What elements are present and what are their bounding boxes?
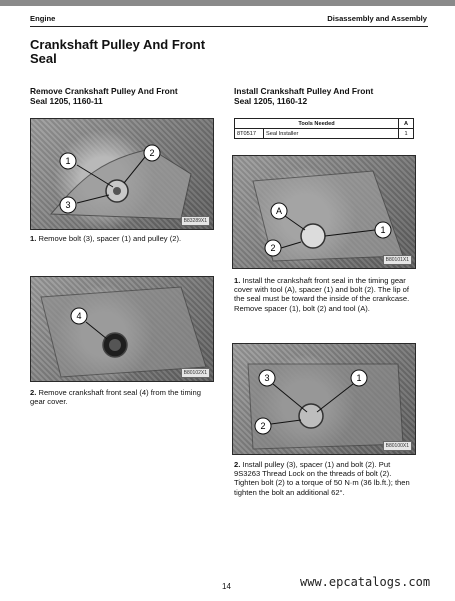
tools-header: Tools Needed <box>235 119 399 129</box>
install-heading-line2: Seal 1205, 1160-12 <box>234 96 308 106</box>
step-number: 1. <box>234 276 241 285</box>
tools-needed-table <box>234 118 414 139</box>
caption-install-step2 <box>234 460 416 497</box>
header-rule <box>30 26 428 27</box>
step-number: 2. <box>30 388 37 397</box>
header-section: Engine <box>30 14 56 23</box>
figure-code: B80101X1 <box>383 255 412 265</box>
tools-col-a: A <box>399 119 414 129</box>
remove-heading-line1: Remove Crankshaft Pulley And Front <box>30 86 178 96</box>
page-title-line2: Seal <box>30 51 57 66</box>
figure-install-seal <box>232 155 416 269</box>
callout-4: 4 <box>76 311 82 321</box>
tool-qty: 1 <box>399 129 414 139</box>
figure-remove-seal <box>30 276 214 382</box>
caption-remove-step2 <box>30 388 215 406</box>
watermark-url: www.epcatalogs.com <box>300 575 431 589</box>
callout-1: 1 <box>356 373 362 383</box>
install-section-heading <box>234 86 434 106</box>
figure-1-callouts <box>31 119 213 229</box>
table-row <box>235 129 414 139</box>
page-number: 14 <box>222 582 231 591</box>
callout-2: 2 <box>270 243 276 253</box>
callout-A: A <box>275 206 283 216</box>
step-text: Remove bolt (3), spacer (1) and pulley (2). <box>36 234 182 243</box>
remove-section-heading <box>30 86 230 106</box>
step-text: Install the crankshaft front seal in the timing gear cover with tool (A), spacer (1) and bolt (2). The lip of the seal must be toward the inside of the crankcase. Remove spacer (1), bolt (2) and tool (A). <box>234 276 410 313</box>
header-chapter: Disassembly and Assembly <box>327 14 427 23</box>
figure-remove-bolt <box>30 118 214 230</box>
figure-code: B80102X1 <box>181 368 210 378</box>
caption-install-step1 <box>234 276 416 313</box>
step-text: Remove crankshaft front seal (4) from the timing gear cover. <box>30 388 201 407</box>
callout-1: 1 <box>380 225 386 235</box>
install-heading-line1: Install Crankshaft Pulley And Front <box>234 86 374 96</box>
figure-4-callouts <box>233 344 415 454</box>
step-text: Install pulley (3), spacer (1) and bolt (2). Put 9S3263 Thread Lock on the threads of bolt (2). Tighten bolt (2) to a torque of 50 N·m (36 lb.ft.); then tighten the bolt an additional 62°. <box>234 460 410 497</box>
tool-name: Seal Installer <box>264 129 399 139</box>
callout-1: 1 <box>65 156 71 166</box>
page-title <box>30 38 230 66</box>
top-gray-bar <box>0 0 455 6</box>
remove-heading-line2: Seal 1205, 1160-11 <box>30 96 103 106</box>
callout-2: 2 <box>260 421 266 431</box>
step-number: 2. <box>234 460 241 469</box>
caption-remove-step1 <box>30 234 215 243</box>
page-title-line1: Crankshaft Pulley And Front <box>30 37 206 52</box>
step-number: 1. <box>30 234 37 243</box>
figure-code: B83289X1 <box>181 216 210 226</box>
figure-install-pulley <box>232 343 416 455</box>
callout-3: 3 <box>65 200 71 210</box>
callout-2: 2 <box>149 148 155 158</box>
tool-part-number: 8T0517 <box>235 129 264 139</box>
callout-3: 3 <box>264 373 270 383</box>
figure-code: B80100X1 <box>383 441 412 451</box>
figure-3-callouts <box>233 156 415 268</box>
figure-2-callouts <box>31 277 213 381</box>
